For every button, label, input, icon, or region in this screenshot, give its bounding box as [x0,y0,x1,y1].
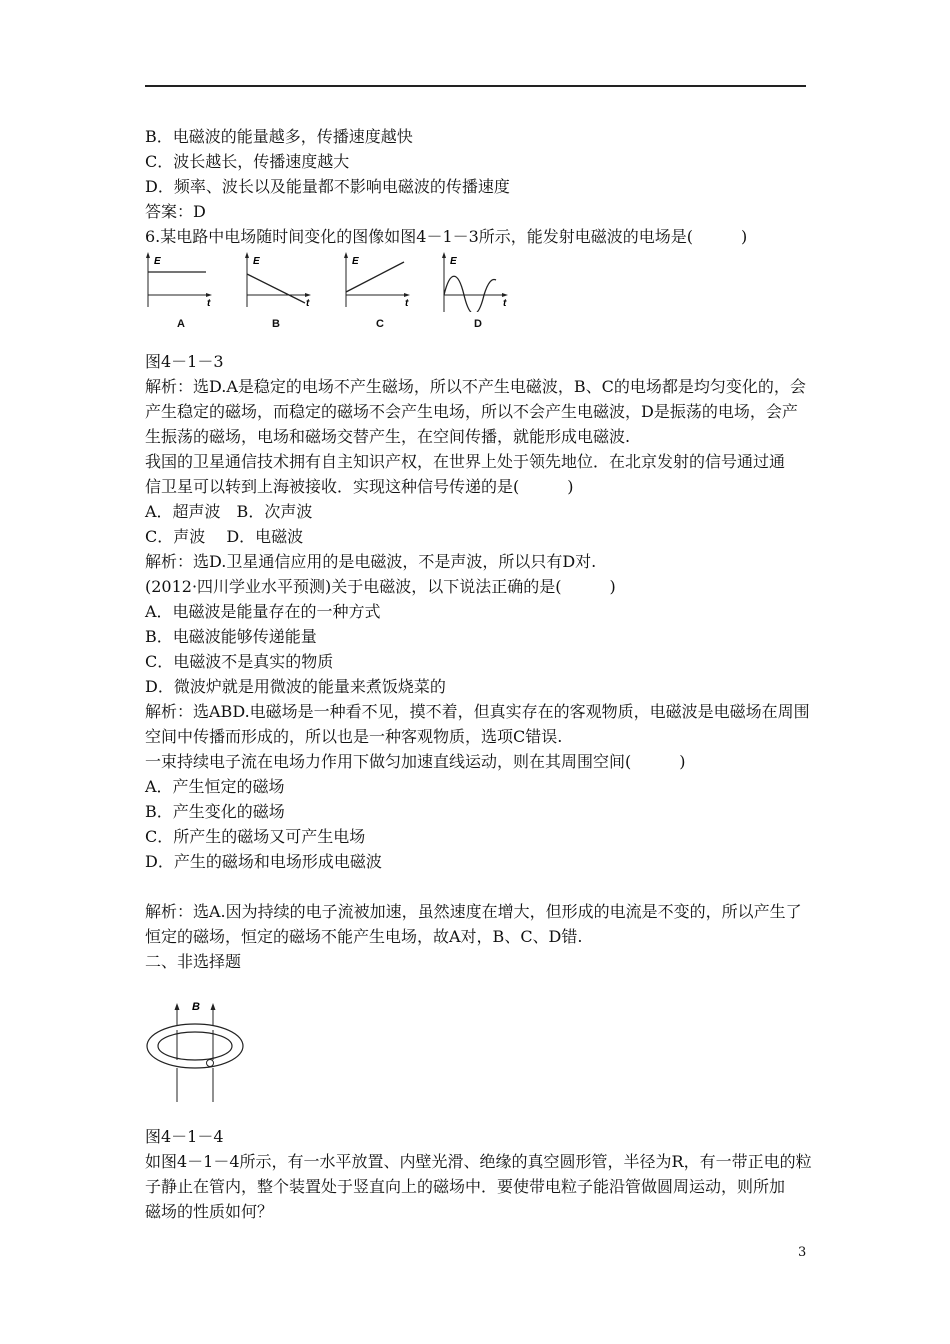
graph-d-e-label: E [450,256,457,267]
analysis-7: 解析：选D.卫星通信应用的是电磁波，不是声波，所以只有D对. [145,552,597,571]
analysis-6-line-2: 产生稳定的磁场，而稳定的磁场不会产生电场，所以不会产生电磁波，D是振荡的电场，会产 [145,402,798,421]
question-9-option-c: C．所产生的磁场又可产生电场 [145,827,366,846]
graph-b [241,252,313,312]
graph-d [438,252,510,312]
graph-d-label: D [474,318,482,330]
option-d-line: D．频率、波长以及能量都不影响电磁波的传播速度 [145,177,510,196]
graph-c-t-label: t [405,298,409,309]
question-8-option-a: A．电磁波是能量存在的一种方式 [145,602,381,621]
question-8: (2012·四川学业水平预测)关于电磁波，以下说法正确的是( ) [145,577,616,596]
question-10-line-2: 子静止在管内，整个装置处于竖直向上的磁场中．要使带电粒子能沿管做圆周运动，则所加 [145,1177,786,1196]
question-7-line-1: 我国的卫星通信技术拥有自主知识产权，在世界上处于领先地位．在北京发射的信号通过通 [145,452,786,471]
question-9: 一束持续电子流在电场力作用下做匀加速直线运动，则在其周围空间( ) [145,752,686,771]
question-8-option-c: C．电磁波不是真实的物质 [145,652,334,671]
question-8-option-d: D．微波炉就是用微波的能量来煮饭烧菜的 [145,677,446,696]
question-10-line-3: 磁场的性质如何？ [145,1202,274,1221]
question-6: 6.某电路中电场随时间变化的图像如图4－1－3所示，能发射电磁波的电场是( ) [145,227,748,246]
answer-line: 答案：D [145,202,206,221]
question-9-option-a: A．产生恒定的磁场 [145,777,285,796]
figure-caption-4-1-4: 图4－1－4 [145,1127,224,1146]
graph-a-label: A [177,318,185,330]
question-7-options-cd: C．声波 D．电磁波 [145,527,304,546]
graph-b-e-label: E [253,256,260,267]
analysis-6-line-1: 解析：选D.A是稳定的电场不产生磁场，所以不产生电磁波，B、C的电场都是均匀变化的，会 [145,377,806,396]
option-b-line: B．电磁波的能量越多，传播速度越快 [145,127,413,146]
analysis-8-line-1: 解析：选ABD.电磁场是一种看不见，摸不着，但真实存在的客观物质，电磁波是电磁场在周围 [145,702,810,721]
ring-tube-figure [140,998,245,1103]
graph-b-label: B [272,318,280,330]
question-8-option-b: B．电磁波能够传递能量 [145,627,317,646]
analysis-9-line-2: 恒定的磁场，恒定的磁场不能产生电场，故A对，B、C、D错. [145,927,583,946]
field-b-label: B [192,1001,200,1013]
graph-a [142,252,214,312]
graph-b-t-label: t [306,298,310,309]
section-heading-non-choice: 二、非选择题 [145,952,242,971]
question-9-option-d: D．产生的磁场和电场形成电磁波 [145,852,382,871]
question-7-line-2: 信卫星可以转到上海被接收．实现这种信号传递的是( ) [145,477,574,496]
header-rule [145,85,806,87]
graph-c [340,252,412,312]
graph-a-t-label: t [207,298,211,309]
analysis-6-line-3: 生振荡的磁场，电场和磁场交替产生，在空间传播，就能形成电磁波. [145,427,631,446]
page-number: 3 [798,1245,807,1260]
figure-caption-4-1-3: 图4－1－3 [145,352,224,371]
question-7-options-ab: A．超声波 B．次声波 [145,502,313,521]
graph-a-e-label: E [154,256,161,267]
option-c-line: C．波长越长，传播速度越大 [145,152,350,171]
analysis-8-line-2: 空间中传播而形成的，所以也是一种客观物质，选项C错误. [145,727,563,746]
question-10-line-1: 如图4－1－4所示，有一水平放置、内壁光滑、绝缘的真空圆形管，半径为R，有一带正电的粒 [145,1152,812,1171]
question-9-option-b: B．产生变化的磁场 [145,802,285,821]
graph-c-label: C [376,318,384,330]
analysis-9-line-1: 解析：选A.因为持续的电子流被加速，虽然速度在增大，但形成的电流是不变的，所以产生了 [145,902,802,921]
graph-c-e-label: E [352,256,359,267]
graph-d-t-label: t [503,298,507,309]
